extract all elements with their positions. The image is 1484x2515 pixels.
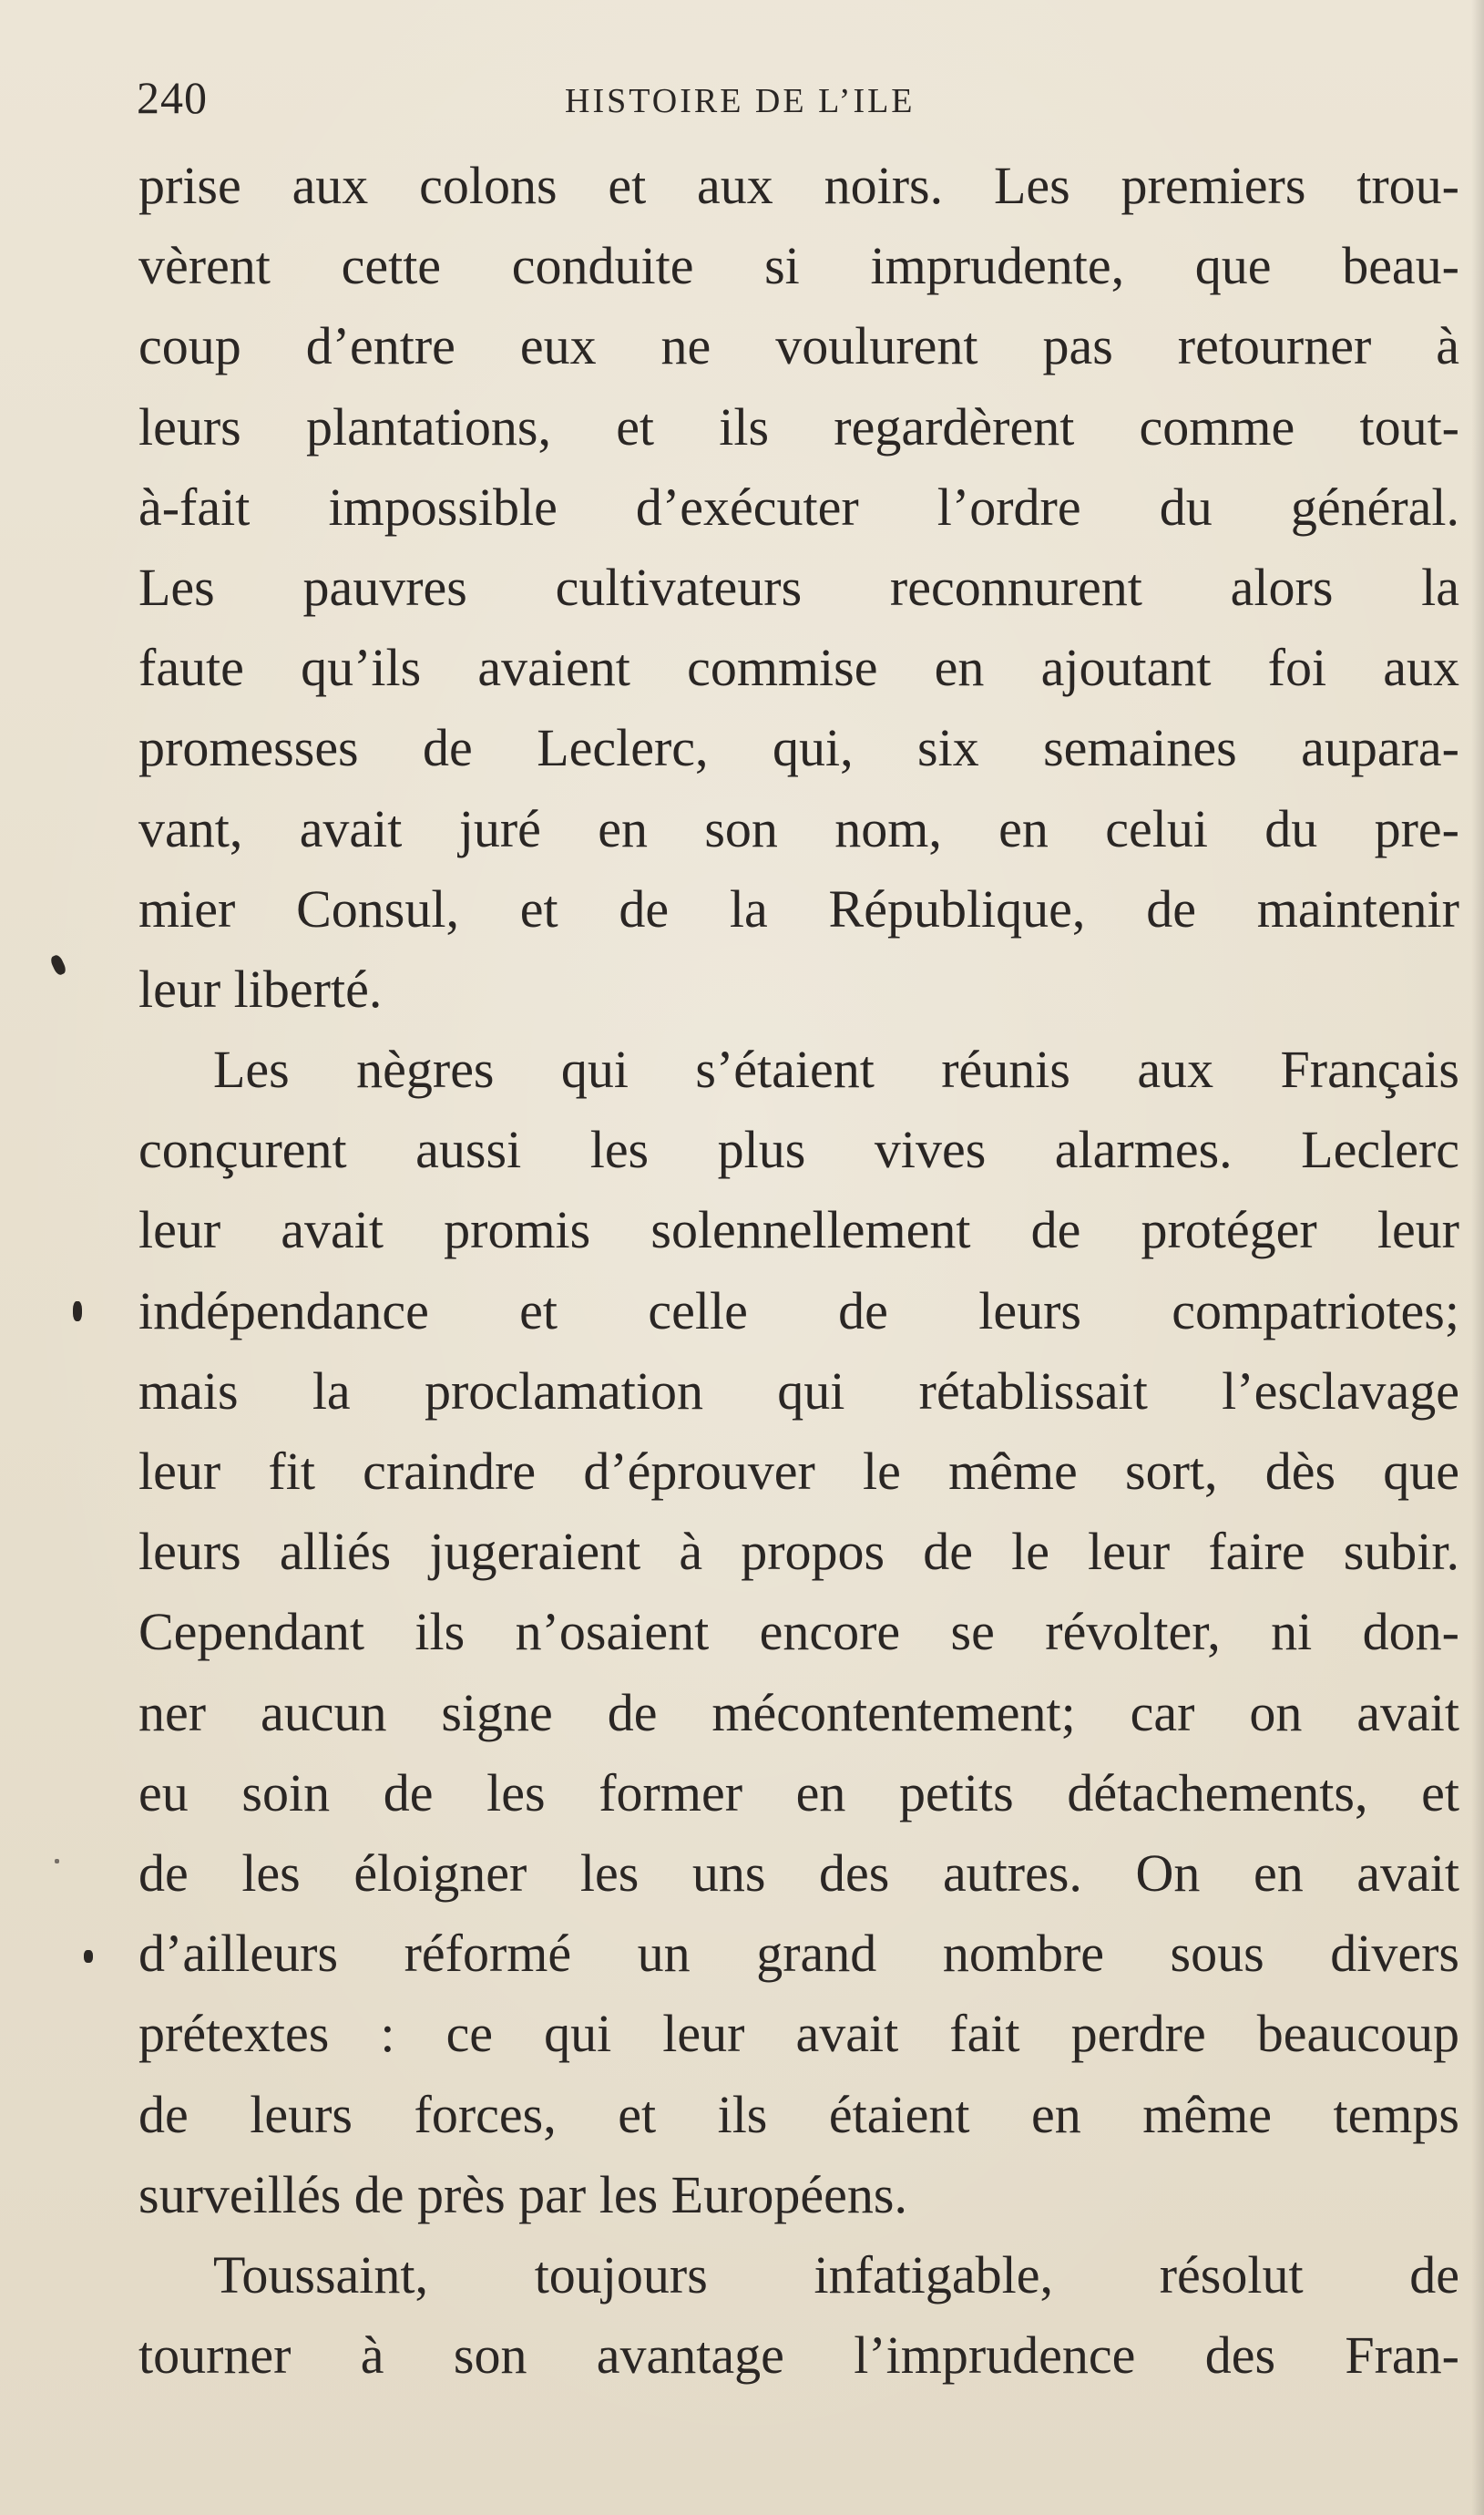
text-line: Cependant ils n’osaient encore se révolter, ni don- [138, 1602, 1459, 1662]
page-edge-shadow [1471, 0, 1484, 2515]
text-line: vèrent cette conduite si imprudente, que beau- [138, 236, 1459, 296]
text-line: eu soin de les former en petits détachements, et [138, 1762, 1459, 1822]
text-line: leurs plantations, et ils regardèrent comme tout- [138, 396, 1459, 457]
paragraph-start-line: Les nègres qui s’étaient réunis aux Français [213, 1040, 1459, 1100]
text-line: leur fit craindre d’éprouver le même sort, dès que [138, 1442, 1459, 1501]
text-line: à-fait impossible d’exécuter l’ordre du général. [138, 477, 1459, 537]
text-line: faute qu’ils avaient commise en ajoutant foi aux [138, 638, 1459, 698]
text-line: de les éloigner les uns des autres. On en avait [138, 1843, 1459, 1903]
running-head [137, 66, 1458, 129]
ink-speck [49, 953, 67, 976]
text-line: tourner à son avantage l’imprudence des Fran- [138, 2325, 1459, 2386]
running-head-title: HISTOIRE DE L’ILE [565, 82, 916, 120]
ink-speck [55, 1859, 59, 1863]
text-line: leur avait promis solennellement de protéger leur [138, 1200, 1459, 1260]
text-line: coup d’entre eux ne voulurent pas retourner à [138, 316, 1459, 376]
text-line: promesses de Leclerc, qui, six semaines aupara- [138, 718, 1459, 778]
paragraph-start-line: Toussaint, toujours infatigable, résolut de [213, 2244, 1459, 2305]
ink-speck [73, 1301, 82, 1321]
text-line: prise aux colons et aux noirs. Les premiers trou- [138, 156, 1459, 215]
text-line: leur liberté. [138, 959, 383, 1019]
text-line: mier Consul, et de la République, de maintenir [138, 878, 1459, 939]
text-line: prétextes : ce qui leur avait fait perdre beaucoup [138, 2004, 1459, 2064]
text-line: surveillés de près par les Européens. [138, 2164, 907, 2224]
text-line: mais la proclamation qui rétablissait l’esclavage [138, 1360, 1459, 1421]
body-text [138, 146, 1459, 2396]
text-line: Les pauvres cultivateurs reconnurent alors la [138, 557, 1459, 617]
text-line: ner aucun signe de mécontentement; car on avait [138, 1682, 1459, 1742]
text-line: conçurent aussi les plus vives alarmes. Leclerc [138, 1120, 1459, 1180]
page-number: 240 [137, 72, 208, 123]
text-line: d’ailleurs réformé un grand nombre sous divers [138, 1924, 1459, 1984]
text-line: indépendance et celle de leurs compatriotes; [138, 1280, 1459, 1340]
ink-speck [84, 1950, 93, 1963]
text-line: de leurs forces, et ils étaient en même temps [138, 2084, 1459, 2144]
text-line: vant, avait juré en son nom, en celui du pre- [138, 798, 1459, 858]
text-line: leurs alliés jugeraient à propos de le leur faire subir. [138, 1522, 1459, 1582]
